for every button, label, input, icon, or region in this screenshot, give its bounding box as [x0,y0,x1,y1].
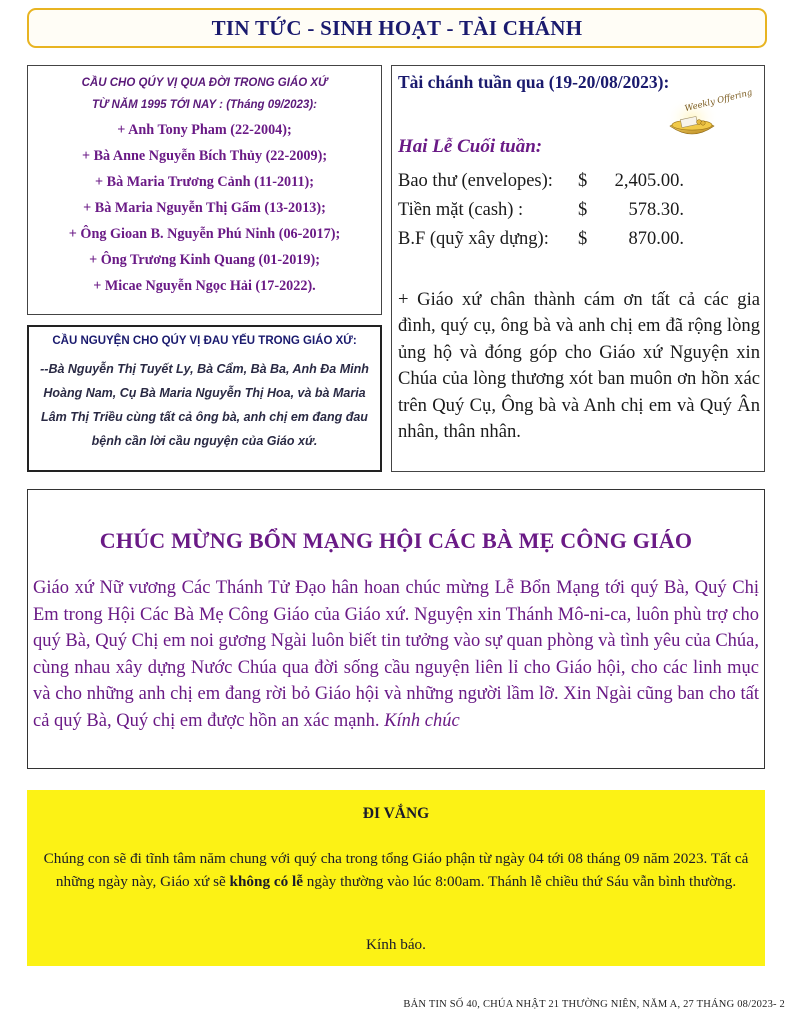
list-item: + Ông Gioan B. Nguyễn Phú Ninh (06-2017); [68,226,341,242]
weekend-label: Hai Lễ Cuối tuần: [398,136,543,157]
weekly-offering-icon [664,87,754,142]
finance-row-currency: $ [578,171,588,191]
section-title-box [27,8,767,48]
list-item: + Bà Maria Nguyễn Thị Gấm (13-2013); [83,200,326,216]
finance-row-building-fund [398,229,684,250]
list-item: + Bà Maria Trương Cảnh (11-2011); [94,174,314,190]
footer-issue-info: BẢN TIN SỐ 40, CHÚA NHẬT 21 THƯỜNG NIÊN, NĂM A, 27 THÁNG 08/2023- 2 [403,999,785,1010]
sick-prayer-box [27,325,382,472]
sick-list-text: --Bà Nguyễn Thị Tuyết Ly, Bà Cẩm, Bà Ba, Anh Đa Minh Hoàng Nam, Cụ Bà Maria Nguyễn Thị Hoa, và bà Maria Lâm Thị Triều cùng tất cả ông bà, anh chị em đang đau bệnh cần lời cầu nguyện của Giáo xứ. [40,362,369,448]
finance-row-cash [398,200,684,221]
finance-box [391,65,765,472]
congrats-title: CHÚC MỪNG BỔN MẠNG HỘI CÁC BÀ MẸ CÔNG GIÁO [99,528,693,553]
deceased-heading-1: CẦU CHO QÚY VỊ QUA ĐỜI TRONG GIÁO XỨ [81,77,328,89]
list-item: + Micae Nguyễn Ngọc Hải (17-2022). [93,278,316,294]
list-item: + Anh Tony Pham (22-2004); [117,122,292,138]
absence-notice-box [27,790,765,966]
finance-row-amount: 578.30. [628,200,684,220]
list-item: + Ông Trương Kinh Quang (01-2019); [89,252,320,268]
absence-signoff: Kính báo. [366,936,426,953]
offering-icon-label: Weekly Offering [683,87,754,115]
deceased-heading-2: TỪ NĂM 1995 TỚI NAY : (Tháng 09/2023): [92,99,317,111]
finance-row-label: Bao thư (envelopes): [398,171,553,191]
absence-title: ĐI VẮNG [362,805,430,822]
deceased-list [28,117,381,299]
congrats-closing: Kính chúc [384,710,460,731]
finance-row-amount: 870.00. [628,229,684,249]
congrats-paragraph [33,575,759,735]
page-title: TIN TỨC - SINH HOẠT - TÀI CHÁNH [211,16,583,40]
finance-row-currency: $ [578,229,588,249]
thanks-paragraph: + Giáo xứ chân thành cám ơn tất cả các gia đình, quý cụ, ông bà và anh chị em đã rộng lòng ủng hộ và đóng góp cho Giáo xứ Nguyện xin Chúa của lòng thương xót ban muôn ơn hồn xác trên Quý Cụ, Ông bà và Anh chị em và Quý Ân nhân, thân nhân. [398,289,760,443]
finance-title: Tài chánh tuần qua (19-20/08/2023): [398,72,670,92]
finance-row-amount: 2,405.00. [614,171,684,191]
finance-row-currency: $ [578,200,588,220]
congrats-body: Giáo xứ Nữ vương Các Thánh Tử Đạo hân hoan chúc mừng Lễ Bổn Mạng tới quý Bà, Quý Chị Em trong Hội Các Bà Mẹ Công Giáo của Giáo xứ. Nguyện xin Thánh Mô-ni-ca, luôn phù trợ cho quý Bà, Quý Chị em noi gương Ngài luôn biết tin tưởng vào sự quan phòng và tình yêu của Chúa, cùng nhau xây dựng Nước Chúa qua đời sống cầu nguyện liên lỉ cho Giáo hội, cho các linh mục và cho những anh chị em đang rời bỏ Giáo hội và những người lầm lỡ. Xin Ngài cũng ban cho tất cả quý Bà, Quý chị em được hồn an xác mạnh. [33,578,759,731]
list-item: + Bà Anne Nguyễn Bích Thủy (22-2009); [81,148,328,164]
finance-row-label: Tiền mặt (cash) : [398,200,524,220]
deceased-prayer-box [27,65,382,315]
finance-row-label: B.F (quỹ xây dựng): [398,229,549,249]
absence-text-bold: không có lễ [229,872,303,890]
finance-row-envelopes [398,171,684,192]
sick-heading: CẦU NGUYỆN CHO QÚY VỊ ĐAU YẾU TRONG GIÁO XỨ: [52,335,357,347]
absence-paragraph [39,848,753,893]
absence-text-before: Chúng con sẽ đi tĩnh tâm năm chung với quý cha trong tổng Giáo phận từ ngày 04 tới 08 tháng 09 năm 2023. Tất cả những ngày này, Giáo xứ sẽ [43,850,749,890]
congrats-box [27,489,765,769]
absence-text-after: ngày thường vào lúc 8:00am. Thánh lễ chiều thứ Sáu vẫn bình thường. [302,872,737,890]
